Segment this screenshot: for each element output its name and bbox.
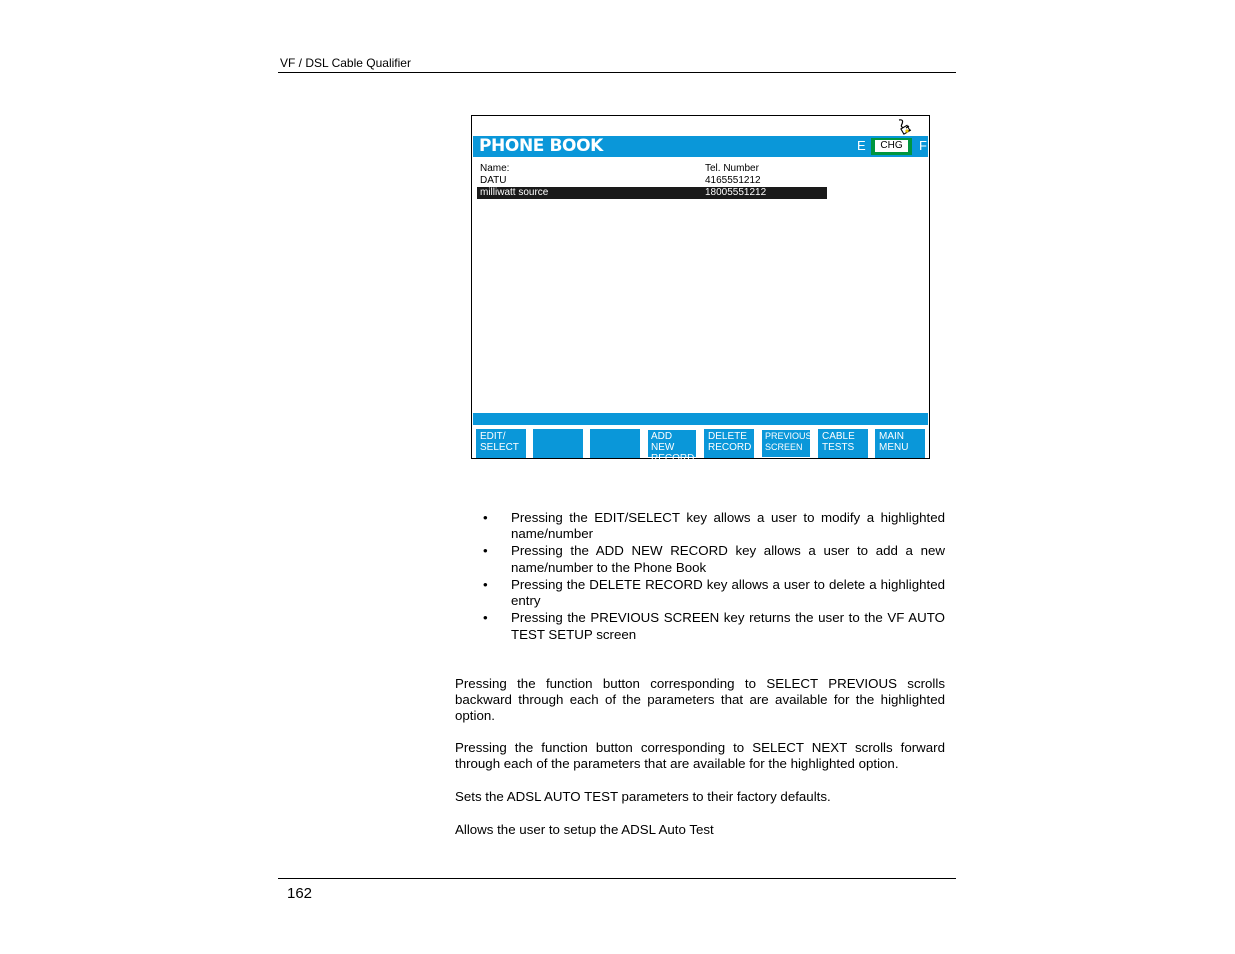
main-menu-button[interactable]: MAIN MENU [875,429,925,458]
column-header-name: Name: [480,163,510,174]
title-bar [473,136,928,157]
page-header: VF / DSL Cable Qualifier [280,56,411,70]
list-item: • Pressing the EDIT/SELECT key allows a user to modify a highlighted name/number [483,510,945,542]
column-header-tel: Tel. Number [705,163,759,174]
cable-tests-button[interactable]: CABLE TESTS [818,429,868,458]
header-rule [278,72,956,73]
softkey-bar [473,413,928,425]
charge-indicator-label: CHG [875,140,908,152]
indicator-f: F [919,138,927,153]
blank-softkey-2[interactable] [533,429,583,458]
blank-softkey-3[interactable] [590,429,640,458]
plug-icon [896,118,912,136]
paragraph-select-previous: Pressing the function button corresponding to SELECT PREVIOUS scrolls backward through each of the parameters that are available for the highlighted option. [455,676,945,723]
list-item: • Pressing the ADD NEW RECORD key allows a user to add a new name/number to the Phone Book [483,543,945,575]
list-item: • Pressing the PREVIOUS SCREEN key returns the user to the VF AUTO TEST SETUP screen [483,610,945,642]
table-row-name[interactable]: DATU [480,175,507,186]
table-row-tel: 18005551212 [705,187,767,198]
page-number: 162 [287,885,313,902]
table-row-tel[interactable]: 4165551212 [705,175,761,186]
paragraph-setup: Allows the user to setup the ADSL Auto Test [455,822,714,837]
device-screen [471,115,930,464]
table-row-selected[interactable] [477,187,827,199]
charge-indicator [871,138,912,155]
list-item: • Pressing the DELETE RECORD key allows a user to delete a highlighted entry [483,576,945,609]
add-new-record-button[interactable]: ADD NEW RECORD [647,429,697,458]
edit-select-button[interactable]: EDIT/ SELECT [476,429,526,458]
previous-screen-button[interactable]: PREVIOUS SCREEN [761,429,811,458]
bullet-list [483,510,945,644]
screen-title: PHONE BOOK [479,136,603,156]
paragraph-factory-defaults: Sets the ADSL AUTO TEST parameters to their factory defaults. [455,789,831,804]
indicator-e: E [857,138,866,153]
delete-record-button[interactable]: DELETE RECORD [704,429,754,458]
footer-rule [278,878,956,879]
table-row-name: milliwatt source [480,187,549,198]
paragraph-select-next: Pressing the function button corresponding to SELECT NEXT scrolls forward through each of the parameters that are available for the highlighted option. [455,740,945,771]
